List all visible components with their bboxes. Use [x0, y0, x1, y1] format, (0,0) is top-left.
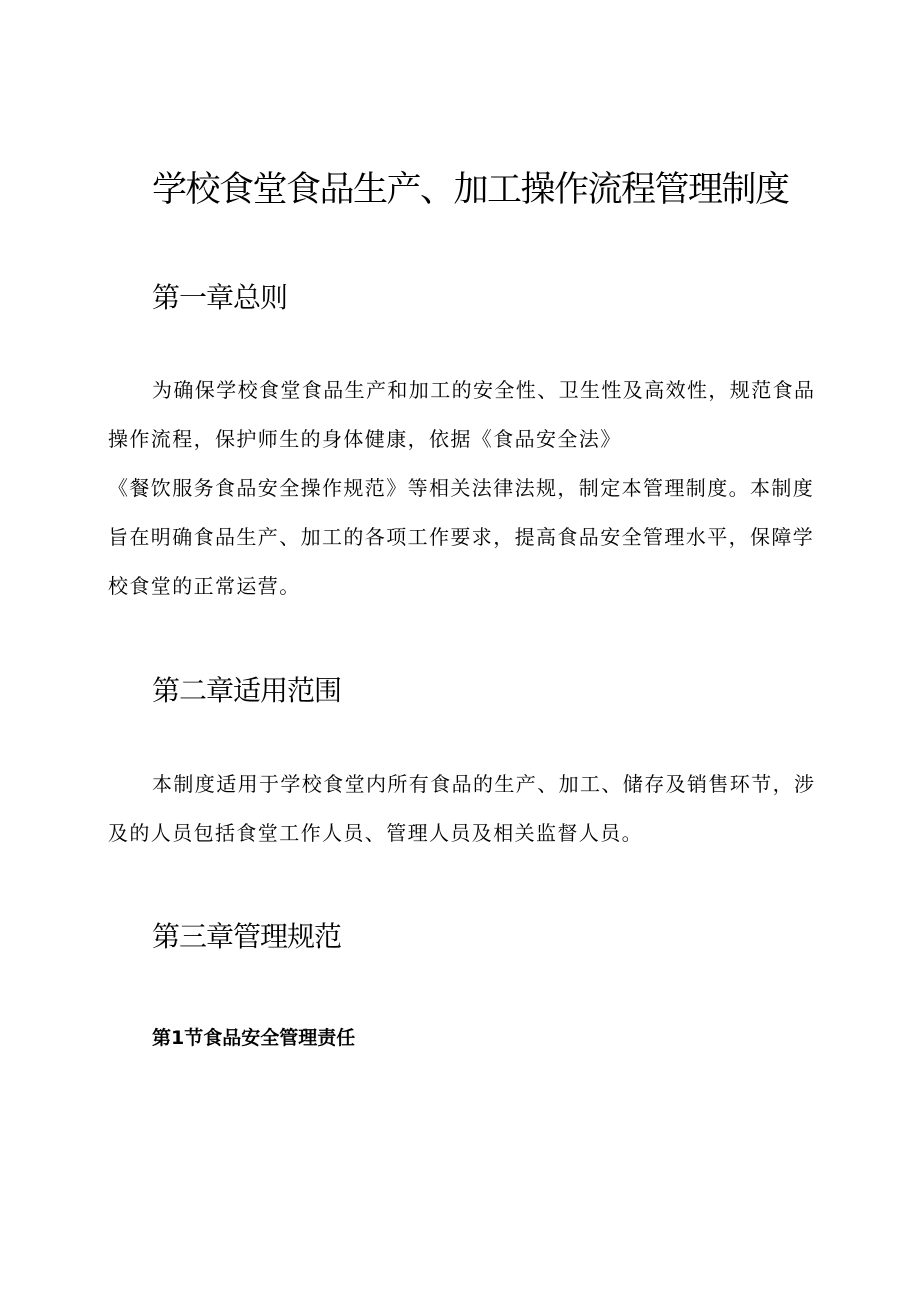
paragraph-line: 校食堂的正常运营。	[108, 574, 301, 598]
paragraph-line: 旨在明确食品生产、加工的各项工作要求，提高食品安全管理水平，保障学	[108, 525, 815, 549]
chapter-3-heading: 第三章管理规范	[152, 920, 342, 953]
chapter-1-paragraph	[108, 366, 828, 611]
paragraph-line: 及的人员包括食堂工作人员、管理人员及相关监督人员。	[108, 821, 643, 845]
chapter-2-heading: 第二章适用范围	[152, 674, 342, 707]
paragraph-line: 操作流程，保护师生的身体健康，依据《食品安全法》	[108, 427, 622, 451]
paragraph-line: 本制度适用于学校食堂内所有食品的生产、加工、储存及销售环节，涉	[152, 772, 816, 796]
paragraph-line: 《餐饮服务食品安全操作规范》等相关法律法规，制定本管理制度。本制度	[108, 476, 815, 500]
section-1-heading: 第1节食品安全管理责任	[152, 1027, 356, 1049]
chapter-1-heading: 第一章总则	[152, 281, 288, 314]
document-title: 学校食堂食品生产、加工操作流程管理制度	[152, 170, 789, 210]
chapter-2-paragraph	[108, 760, 828, 858]
paragraph-line: 为确保学校食堂食品生产和加工的安全性、卫生性及高效性，规范食品	[152, 378, 816, 402]
